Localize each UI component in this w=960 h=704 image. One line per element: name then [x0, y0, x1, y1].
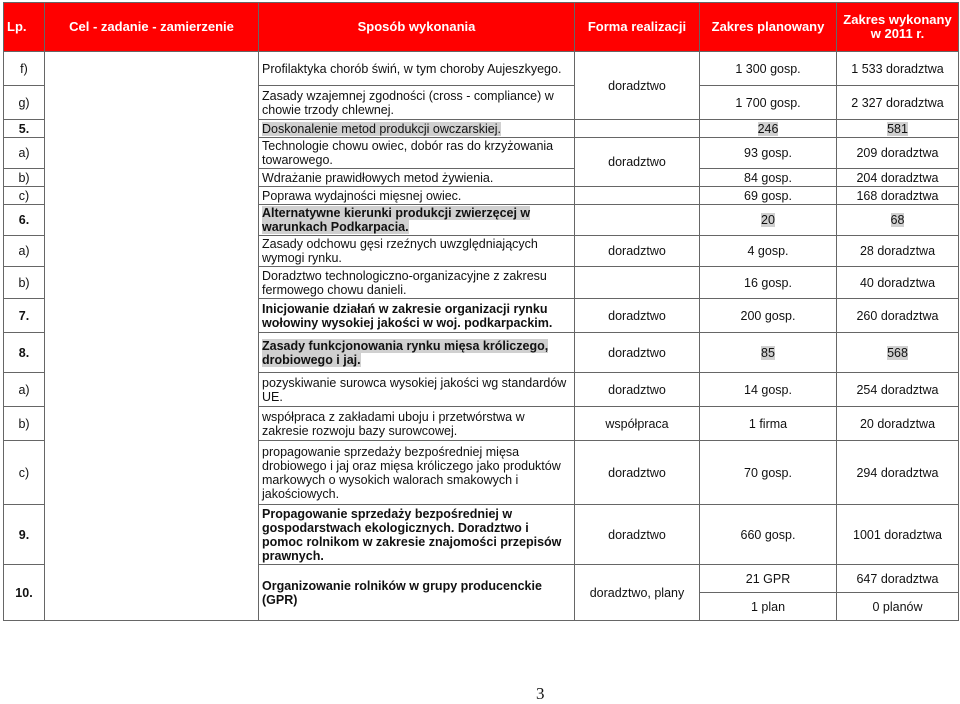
row-wyk: [837, 333, 959, 373]
row-text: [259, 120, 575, 138]
row-plan: 70 gosp.: [700, 441, 837, 505]
row-wyk: 254 doradztwa: [837, 373, 959, 407]
row-plan: 14 gosp.: [700, 373, 837, 407]
row-text: propagowanie sprzedaży bezpośredniej mięsa drobiowego i jaj oraz mięsa króliczego jako produktów markowych o wysokich walorach smakowych i jakościowych.: [259, 441, 575, 505]
row-forma: doradztwo: [575, 52, 700, 120]
cel-column: [45, 52, 259, 621]
row-wyk: 204 doradztwa: [837, 169, 959, 187]
row-lp: 9.: [4, 505, 45, 565]
header-forma: Forma realizacji: [575, 3, 700, 52]
header-lp: Lp.: [4, 3, 45, 52]
row-text: Poprawa wydajności mięsnej owiec.: [259, 187, 575, 205]
row-wyk: 0 planów: [837, 593, 959, 621]
row-forma: [575, 267, 700, 299]
row-wyk: 2 327 doradztwa: [837, 86, 959, 120]
section-plan: 85: [761, 345, 775, 360]
row-plan: 4 gosp.: [700, 236, 837, 267]
section-title: Zasady funkcjonowania rynku mięsa króliczego, drobiowego i jaj.: [262, 338, 549, 367]
header-zakres-wykonany: Zakres wykonany w 2011 r.: [837, 3, 959, 52]
row-plan: 1 300 gosp.: [700, 52, 837, 86]
row-forma: doradztwo: [575, 373, 700, 407]
row-lp: a): [4, 236, 45, 267]
row-plan: 1 plan: [700, 593, 837, 621]
row-plan: [700, 120, 837, 138]
row-text: Doradztwo technologiczno-organizacyjne z zakresu fermowego chowu danieli.: [259, 267, 575, 299]
row-wyk: 647 doradztwa: [837, 565, 959, 593]
row-lp: g): [4, 86, 45, 120]
row-wyk: 1001 doradztwa: [837, 505, 959, 565]
row-lp: 8.: [4, 333, 45, 373]
table-row: [4, 52, 959, 86]
row-plan: 200 gosp.: [700, 299, 837, 333]
row-forma: doradztwo: [575, 333, 700, 373]
row-text: pozyskiwanie surowca wysokiej jakości wg standardów UE.: [259, 373, 575, 407]
row-plan: 69 gosp.: [700, 187, 837, 205]
row-plan: 1 700 gosp.: [700, 86, 837, 120]
row-forma: [575, 187, 700, 205]
row-text: współpraca z zakładami uboju i przetwórstwa w zakresie rozwoju bazy surowcowej.: [259, 407, 575, 441]
row-lp: b): [4, 407, 45, 441]
row-wyk: [837, 120, 959, 138]
row-text: Inicjowanie działań w zakresie organizacji rynku wołowiny wysokiej jakości w woj. podkarpackim.: [259, 299, 575, 333]
row-text: Wdrażanie prawidłowych metod żywienia.: [259, 169, 575, 187]
row-wyk: 294 doradztwa: [837, 441, 959, 505]
header-zakres-planowany: Zakres planowany: [700, 3, 837, 52]
row-text: Organizowanie rolników w grupy producenckie (GPR): [259, 565, 575, 621]
table-header-row: [4, 3, 959, 52]
row-wyk: 209 doradztwa: [837, 138, 959, 169]
section-title: Alternatywne kierunki produkcji zwierzęcej w warunkach Podkarpacia.: [262, 206, 531, 234]
row-forma: doradztwo: [575, 236, 700, 267]
row-text: Zasady odchowu gęsi rzeźnych uwzględniających wymogi rynku.: [259, 236, 575, 267]
report-table: [3, 2, 959, 621]
row-text: Propagowanie sprzedaży bezpośredniej w gospodarstwach ekologicznych. Doradztwo i pomoc rolnikom w zakresie znajomości przepisów prawnych.: [259, 505, 575, 565]
row-forma: doradztwo: [575, 299, 700, 333]
row-forma: doradztwo: [575, 138, 700, 187]
row-text: Zasady wzajemnej zgodności (cross - compliance) w chowie trzody chlewnej.: [259, 86, 575, 120]
row-text: Technologie chowu owiec, dobór ras do krzyżowania towarowego.: [259, 138, 575, 169]
row-forma: doradztwo, plany: [575, 565, 700, 621]
row-plan: 16 gosp.: [700, 267, 837, 299]
section-title: Doskonalenie metod produkcji owczarskiej.: [262, 121, 502, 136]
row-lp: c): [4, 187, 45, 205]
row-forma: współpraca: [575, 407, 700, 441]
row-wyk: 28 doradztwa: [837, 236, 959, 267]
header-cel: Cel - zadanie - zamierzenie: [45, 3, 259, 52]
row-plan: [700, 333, 837, 373]
section-wyk: 581: [887, 121, 908, 136]
row-forma: doradztwo: [575, 505, 700, 565]
row-text: [259, 205, 575, 236]
row-lp: a): [4, 373, 45, 407]
row-wyk: 168 doradztwa: [837, 187, 959, 205]
row-lp: 7.: [4, 299, 45, 333]
row-wyk: 260 doradztwa: [837, 299, 959, 333]
row-lp: b): [4, 267, 45, 299]
row-plan: 84 gosp.: [700, 169, 837, 187]
row-plan: 660 gosp.: [700, 505, 837, 565]
row-lp: 10.: [4, 565, 45, 621]
row-plan: 1 firma: [700, 407, 837, 441]
row-wyk: [837, 205, 959, 236]
section-wyk: 568: [887, 345, 908, 360]
row-lp: b): [4, 169, 45, 187]
row-text: Profilaktyka chorób świń, w tym choroby Aujeszkyego.: [259, 52, 575, 86]
section-wyk: 68: [890, 213, 905, 227]
row-plan: 21 GPR: [700, 565, 837, 593]
row-wyk: 1 533 doradztwa: [837, 52, 959, 86]
header-sposob: Sposób wykonania: [259, 3, 575, 52]
section-plan: 20: [761, 213, 775, 227]
row-forma: [575, 205, 700, 236]
row-wyk: 40 doradztwa: [837, 267, 959, 299]
row-lp: 5.: [4, 120, 45, 138]
row-text: [259, 333, 575, 373]
row-plan: [700, 205, 837, 236]
row-lp: f): [4, 52, 45, 86]
row-forma: doradztwo: [575, 441, 700, 505]
row-plan: 93 gosp.: [700, 138, 837, 169]
row-lp: 6.: [4, 205, 45, 236]
row-wyk: 20 doradztwa: [837, 407, 959, 441]
row-lp: a): [4, 138, 45, 169]
page-number: 3: [536, 684, 545, 703]
row-lp: c): [4, 441, 45, 505]
section-plan: 246: [757, 121, 779, 136]
row-forma: [575, 120, 700, 138]
